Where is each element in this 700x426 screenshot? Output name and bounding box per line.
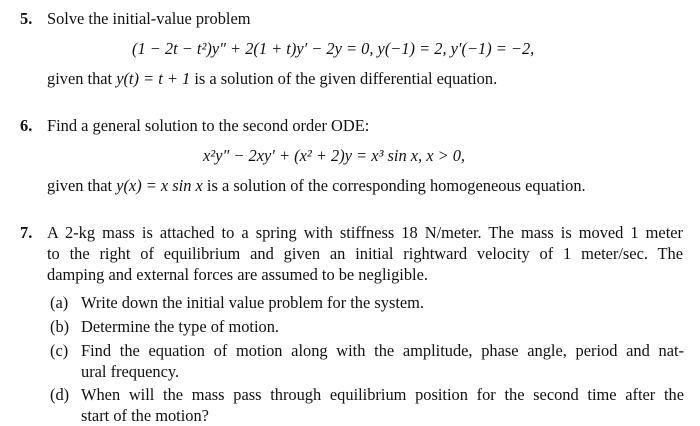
given-suffix: is a solution of the given differential equation. (190, 69, 498, 88)
given-prefix: given that (47, 176, 117, 195)
given-suffix: is a solution of the corresponding homogeneous equation. (202, 176, 586, 195)
part-label: (d) (50, 385, 70, 404)
problem-equation: x²y″ − 2xy′ + (x² + 2)y = x³ sin x, x > 0, (203, 146, 466, 165)
problem-body (47, 115, 683, 136)
part-label: (b) (50, 317, 70, 336)
part-text-line-2: start of the motion? (81, 406, 209, 425)
problem-line-1: A 2-kg mass is attached to a spring with stiffness 18 N/meter. The mass is moved 1 meter (47, 223, 683, 242)
problem-equation: (1 − 2t − t²)y″ + 2(1 + t)y′ − 2y = 0, y(−1) = 2, y′(−1) = −2, (132, 39, 535, 58)
problem-line-3: damping and external forces are assumed to be negligible. (47, 265, 428, 284)
part-text-line-1: When will the mass pass through equilibrium position for the second time after the (81, 385, 684, 404)
part-text-line-1: Find the equation of motion along with the amplitude, phase angle, period and nat- (81, 341, 684, 360)
given-solution-math: y(x) = x sin x (116, 176, 203, 195)
part-label: (c) (50, 341, 69, 360)
given-prefix: given that (47, 69, 117, 88)
problem-body (47, 222, 683, 285)
part-text (81, 384, 684, 426)
problem-number: 6. (20, 116, 33, 135)
problem-intro: Find a general solution to the second order ODE: (47, 116, 370, 135)
problem-given (47, 175, 683, 196)
problem-given (47, 68, 683, 89)
part-text: Determine the type of motion. (81, 317, 280, 336)
problem-number: 5. (20, 9, 33, 28)
part-text-line-2: ural frequency. (81, 362, 180, 381)
part-text (81, 340, 684, 382)
problem-line-2: to the right of equilibrium and given an initial rightward velocity of 1 meter/sec. The (47, 244, 683, 263)
problem-intro: Solve the initial-value problem (47, 9, 251, 28)
given-solution-math: y(t) = t + 1 (116, 69, 191, 88)
problem-body (47, 8, 683, 29)
part-text: Write down the initial value problem for the system. (81, 293, 425, 312)
part-label: (a) (50, 293, 69, 312)
problem-number: 7. (20, 223, 33, 242)
